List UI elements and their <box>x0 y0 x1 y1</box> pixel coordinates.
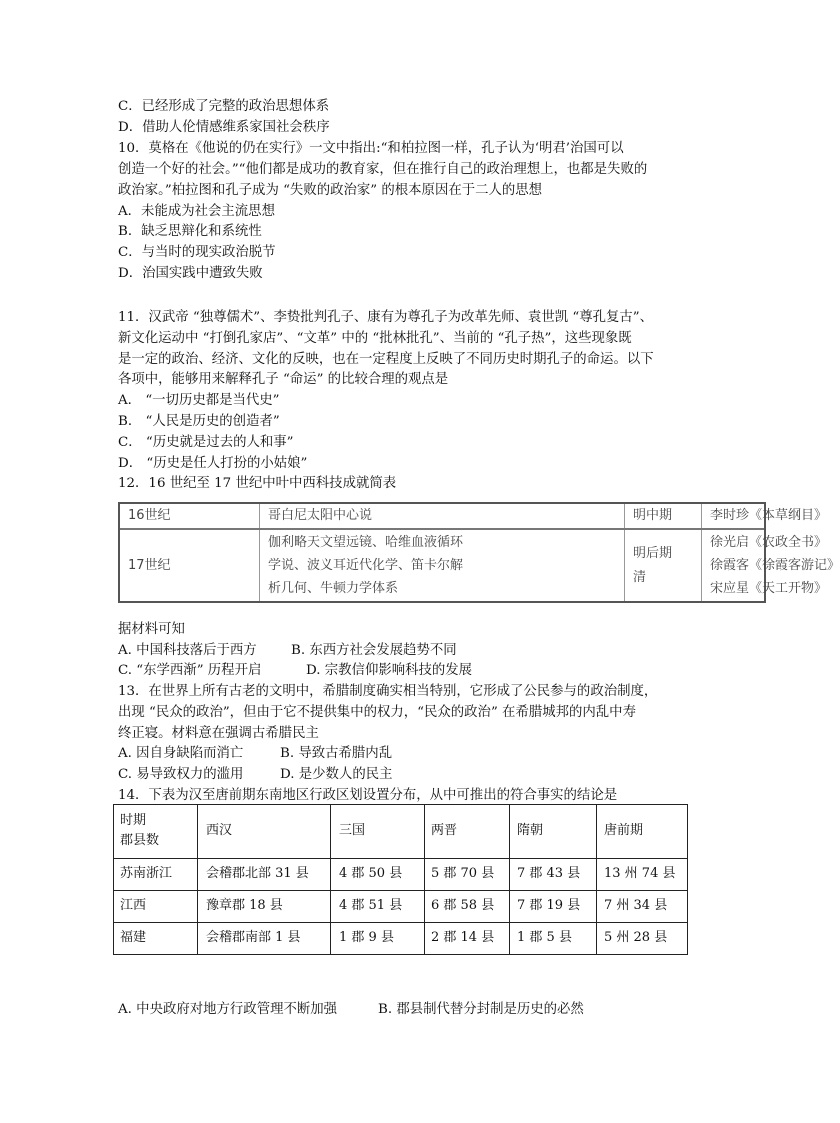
table-border <box>113 804 114 955</box>
region-label: 福建 <box>120 930 147 945</box>
table-cell <box>625 504 702 528</box>
table-border <box>509 804 510 955</box>
period-qing: 清 <box>633 570 647 585</box>
table-border <box>197 804 198 955</box>
q13-options-row-2 <box>118 765 393 785</box>
q12-options-row-2 <box>118 661 472 681</box>
table-cell: 6 郡 58 县 <box>431 898 495 913</box>
table-row <box>120 504 828 530</box>
table-border <box>687 804 688 955</box>
q13-stem-line-2: 出现 “民众的政治”，但由于它不提供集中的权力，“民众的政治” 在希腊城邦的内乱中寿 <box>118 705 636 720</box>
western-achievement-17-line: 学说、波义耳近代化学、笛卡尔解 <box>268 558 464 573</box>
q13-options-row-1 <box>118 744 392 764</box>
table-border <box>113 954 688 955</box>
q11-option-a: A． “一切历史都是当代史” <box>118 393 280 408</box>
table-cell: 1 郡 9 县 <box>339 930 394 945</box>
header-period: 西汉 <box>206 823 233 838</box>
q14-option-b: B. 郡县制代替分封制是历史的必然 <box>378 1002 584 1017</box>
western-achievement-17-line: 析几何、牛顿力学体系 <box>268 581 399 596</box>
q14-option-a: A. 中央政府对地方行政管理不断加强 <box>118 1002 338 1017</box>
table-cell <box>702 530 840 601</box>
table-cell: 豫章郡 18 县 <box>206 898 283 913</box>
table-cell <box>702 504 828 528</box>
table-border <box>113 804 688 805</box>
table-cell: 1 郡 5 县 <box>517 930 572 945</box>
header-period: 三国 <box>339 823 366 838</box>
table-cell: 7 州 34 县 <box>604 898 668 913</box>
q10-stem-line-2: 创造一个好的社会。”“他们都是成功的教育家，但在推行自己的政治理想上，也都是失败的 <box>118 162 648 177</box>
q10-option-d: D．治国实践中遭致失败 <box>118 266 263 281</box>
table-border <box>424 804 425 955</box>
q13-option-d: D. 是少数人的民主 <box>280 767 393 782</box>
q10-stem-line-3: 政治家。”柏拉图和孔子成为 “失败的政治家” 的根本原因在于二人的思想 <box>118 183 543 198</box>
q14-options-row-1 <box>118 1000 584 1020</box>
table-cell: 5 郡 70 县 <box>431 866 495 881</box>
q11-option-d: D． “历史是任人打扮的小姑娘” <box>118 456 308 471</box>
q13-option-a: A. 因自身缺陷而消亡 <box>118 746 244 761</box>
q13-stem-line-1: 13．在世界上所有古老的文明中，希腊制度确实相当特别，它形成了公民参与的政治制度， <box>118 684 658 699</box>
period-late-ming: 明后期 <box>633 546 673 561</box>
q12-option-d: D. 宗教信仰影响科技的发展 <box>306 663 473 678</box>
q9-option-c: C．已经形成了完整的政治思想体系 <box>118 99 330 114</box>
q10-option-c: C．与当时的现实政治脱节 <box>118 245 276 260</box>
table-cell: 5 州 28 县 <box>604 930 668 945</box>
q11-stem-line-4: 各项中，能够用来解释孔子 “命运” 的比较合理的观点是 <box>118 372 449 387</box>
header-corner-top: 时期 <box>120 813 147 828</box>
q11-option-b: B． “人民是历史的创造者” <box>118 414 280 429</box>
table-cell: 2 郡 14 县 <box>431 930 495 945</box>
table-border <box>113 922 688 923</box>
q9-option-d: D．借助人伦情感维系家国社会秩序 <box>118 120 330 135</box>
q11-option-c: C． “历史就是过去的人和事” <box>118 435 294 450</box>
chinese-achievement-17-line: 徐光启《农政全书》 <box>710 535 828 550</box>
table-cell: 13 州 74 县 <box>604 866 676 881</box>
table-cell <box>260 530 625 601</box>
header-corner-bottom: 郡县数 <box>120 833 160 848</box>
table-cell: 4 郡 51 县 <box>339 898 403 913</box>
q12-stem: 12．16 世纪至 17 世纪中叶中西科技成就简表 <box>118 476 397 491</box>
header-period: 唐前期 <box>604 823 644 838</box>
q10-option-a: A．未能成为社会主流思想 <box>118 204 275 219</box>
table-cell <box>260 504 625 528</box>
century-17: 17世纪 <box>128 558 171 573</box>
q11-stem-line-2: 新文化运动中 “打倒孔家店”、“文革” 中的 “批林批孔”、当前的 “孔子热”，这些现象既 <box>118 331 632 346</box>
table-cell: 会稽郡南部 1 县 <box>206 930 301 945</box>
table-cell: 会稽郡北部 31 县 <box>206 866 309 881</box>
region-label: 江西 <box>120 898 147 913</box>
q13-option-b: B. 导致古希腊内乱 <box>280 746 393 761</box>
table-cell <box>120 530 260 601</box>
q13-option-c: C. 易导致权力的滥用 <box>118 767 244 782</box>
table-cell: 7 郡 19 县 <box>517 898 581 913</box>
q13-stem-line-3: 终正寝。材料意在强调古希腊民主 <box>118 726 319 741</box>
century-16: 16世纪 <box>128 508 171 523</box>
q12-prompt: 据材料可知 <box>118 622 185 637</box>
q12-option-c: C. “东学西渐” 历程开启 <box>118 663 262 678</box>
q12-option-b: B. 东西方社会发展趋势不同 <box>291 643 457 658</box>
administrative-divisions-table <box>113 804 688 955</box>
q11-stem-line-3: 是一定的政治、经济、文化的反映，也在一定程度上反映了不同历史时期孔子的命运。以下 <box>118 352 654 367</box>
region-label: 苏南浙江 <box>120 866 173 881</box>
table-border <box>113 858 688 859</box>
table-cell <box>625 530 702 601</box>
q12-options-row-1 <box>118 641 457 661</box>
western-achievement-16: 哥白尼太阳中心说 <box>268 508 373 523</box>
header-period: 隋朝 <box>517 823 544 838</box>
table-border <box>596 804 597 955</box>
q10-stem-line-1: 10．莫格在《他说的仍在实行》一文中指出:“和柏拉图一样，孔子认为‘明君’治国可以 <box>118 141 624 156</box>
western-achievement-17-line: 伽利略天文望远镜、哈维血液循环 <box>268 535 464 550</box>
chinese-achievement-17-line: 宋应星《天工开物》 <box>710 581 828 596</box>
table-cell: 4 郡 50 县 <box>339 866 403 881</box>
table-row <box>120 530 840 601</box>
q10-option-b: B．缺乏思辩化和系统性 <box>118 224 262 239</box>
table-cell <box>120 504 260 528</box>
chinese-achievement-16: 李时珍《本草纲目》 <box>710 508 828 523</box>
header-period: 两晋 <box>431 823 458 838</box>
period-mid-ming: 明中期 <box>633 508 673 523</box>
chinese-achievement-17-line: 徐霞客《徐霞客游记》 <box>710 558 840 573</box>
q14-stem: 14．下表为汉至唐前期东南地区行政区划设置分布，从中可推出的符合事实的结论是 <box>118 788 618 803</box>
science-achievements-table <box>118 502 840 603</box>
table-border <box>113 890 688 891</box>
q12-option-a: A. 中国科技落后于西方 <box>118 643 257 658</box>
table-border <box>330 804 331 955</box>
q11-stem-line-1: 11．汉武帝 “独尊儒术”、李贽批判孔子、康有为尊孔子为改革先师、袁世凯 “尊孔复古”、 <box>118 310 653 325</box>
table-cell: 7 郡 43 县 <box>517 866 581 881</box>
